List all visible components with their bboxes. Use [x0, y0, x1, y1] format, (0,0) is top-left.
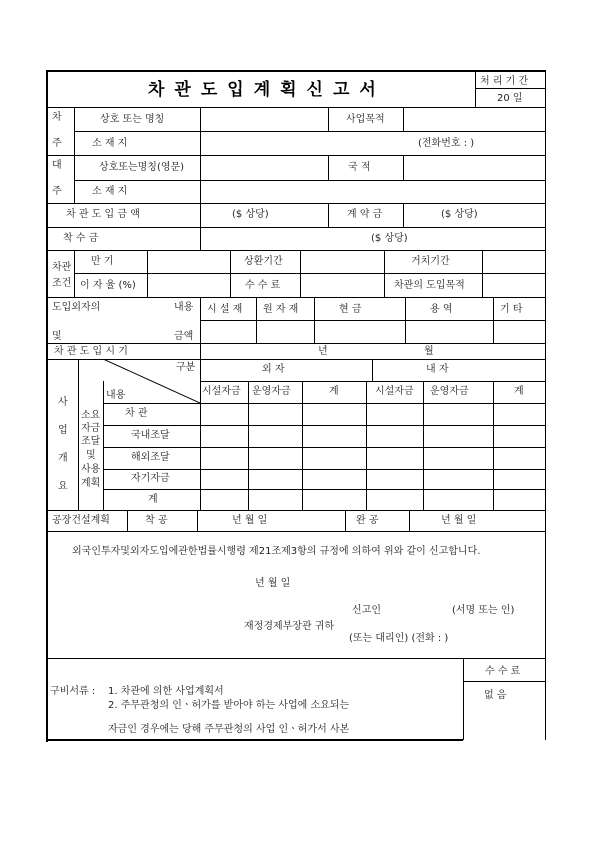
construction-start-date[interactable]: 년 월 일 — [232, 515, 268, 526]
plan-col-domestic-total: 계 — [514, 386, 524, 397]
construction-end-label: 완 공 — [356, 515, 379, 526]
lender-address-label: 소 재 지 — [92, 186, 128, 197]
breakdown-col-other: 기 타 — [500, 304, 523, 315]
repayment-period-label: 상환기간 — [244, 256, 283, 267]
frame-left — [46, 70, 48, 742]
plan-content-label: 내용 — [106, 390, 126, 401]
loan-timing-year[interactable]: 년 — [318, 346, 328, 357]
terms-side-label-2: 조건 — [52, 278, 72, 289]
borrower-name-label: 상호 또는 명칭 — [100, 114, 165, 125]
plan-col-domestic-operating: 운영자금 — [430, 386, 469, 397]
plan-sub-side-6: 계획 — [81, 478, 101, 489]
construction-start-label: 착 공 — [145, 515, 168, 526]
fee-box-value: 없 음 — [484, 690, 507, 701]
document-item-2: 2. 주무관청의 인ㆍ허가를 받아야 하는 사업에 소요되는 — [108, 700, 350, 711]
maturity-field[interactable] — [148, 251, 229, 273]
lender-nationality-field[interactable] — [404, 156, 544, 180]
business-purpose-label: 사업목적 — [346, 114, 385, 125]
plan-row-total: 계 — [148, 494, 158, 505]
maturity-label: 만 기 — [91, 256, 114, 267]
borrower-side-char-1: 차 — [52, 112, 62, 123]
signature-label[interactable]: (서명 또는 인) — [452, 605, 515, 616]
processing-period-value: 20 일 — [497, 93, 523, 104]
loan-purpose-field[interactable] — [483, 274, 544, 297]
grace-period-field[interactable] — [483, 251, 544, 273]
down-payment-value[interactable]: ($ 상당) — [371, 233, 408, 244]
loan-timing-label: 차 관 도 입 시 기 — [54, 346, 128, 357]
frame-top — [46, 70, 546, 72]
lender-name-field[interactable] — [201, 156, 327, 180]
plan-row-domestic-funding: 국내조달 — [131, 430, 170, 441]
plan-category-label: 구분 — [176, 362, 196, 373]
lender-side-char-1: 대 — [52, 160, 62, 171]
business-purpose-field[interactable] — [404, 108, 544, 131]
borrower-name-field[interactable] — [201, 108, 327, 131]
processing-period-label: 처 리 기 간 — [480, 76, 529, 87]
recipient-label: 재정경제부장관 귀하 — [244, 621, 335, 632]
document-item-2-cont: 자금인 경우에는 당해 주무관청의 사업 인ㆍ허가서 사본 — [108, 724, 350, 735]
terms-side-label-1: 차관 — [52, 262, 72, 273]
plan-foreign-label: 외 자 — [262, 364, 285, 375]
borrower-side-char-2: 주 — [52, 138, 62, 149]
grace-period-label: 거치기간 — [411, 256, 450, 267]
plan-domestic-label: 내 자 — [426, 364, 449, 375]
breakdown-col-material: 원 자 재 — [263, 304, 299, 315]
representative-label: (또는 대리인) (전화 : ) — [349, 633, 449, 644]
down-payment-label: 착 수 금 — [63, 233, 99, 244]
plan-col-domestic-facility: 시설자금 — [375, 386, 414, 397]
borrower-address-label: 소 재 지 — [92, 138, 128, 149]
plan-sub-side-4: 및 — [86, 450, 96, 461]
plan-sub-side-1: 소요 — [81, 410, 101, 421]
construction-plan-label: 공장건설계획 — [52, 515, 110, 526]
breakdown-col-service: 용 역 — [430, 304, 453, 315]
lender-name-en-label: 상호또는명칭(영문) — [99, 162, 185, 173]
interest-rate-field[interactable] — [148, 274, 229, 297]
plan-row-overseas-funding: 해외조달 — [131, 452, 170, 463]
fee-field[interactable] — [301, 274, 383, 297]
lender-address-field[interactable] — [201, 181, 544, 203]
repayment-period-field[interactable] — [301, 251, 383, 273]
breakdown-label-2: 및 — [52, 331, 62, 342]
plan-side-char-4: 요 — [58, 481, 68, 492]
fee-box-label: 수 수 료 — [485, 666, 521, 677]
plan-col-foreign-total: 계 — [329, 386, 339, 397]
plan-sub-side-5: 사용 — [81, 464, 101, 475]
breakdown-amount-label: 금액 — [174, 331, 194, 342]
frame-right — [545, 70, 546, 740]
borrower-phone-label: (전화번호 : ) — [418, 138, 475, 149]
document-item-1: 1. 차관에 의한 사업계획서 — [108, 686, 224, 697]
plan-sub-side-3: 조달 — [81, 436, 101, 447]
plan-side-char-2: 업 — [58, 425, 68, 436]
lender-side-char-2: 주 — [52, 186, 62, 197]
loan-amount-value[interactable]: ($ 상당) — [232, 209, 269, 220]
documents-label: 구비서류 : — [50, 686, 96, 697]
plan-row-own-funds: 자기자금 — [131, 473, 170, 484]
plan-sub-side-2: 자금 — [81, 423, 101, 434]
frame-bottom — [46, 739, 463, 741]
borrower-address-field[interactable] — [201, 132, 401, 155]
loan-purpose-label: 차관의 도입목적 — [394, 280, 465, 291]
plan-col-foreign-facility: 시설자금 — [202, 386, 241, 397]
loan-amount-label: 차 관 도 입 금 액 — [66, 209, 140, 220]
form-title: 차관도입계획신고서 — [148, 80, 386, 100]
lender-nationality-label: 국 적 — [348, 162, 371, 173]
fee-label: 수 수 료 — [245, 280, 281, 291]
breakdown-content-label: 내용 — [174, 302, 194, 313]
interest-rate-label: 이 자 율 (%) — [80, 280, 136, 291]
loan-timing-month[interactable]: 월 — [424, 346, 434, 357]
declarant-label: 신고인 — [352, 605, 381, 616]
contract-amount-value[interactable]: ($ 상당) — [441, 209, 478, 220]
plan-side-char-3: 개 — [58, 453, 68, 464]
plan-row-loan: 차 관 — [125, 408, 148, 419]
breakdown-col-cash: 현 금 — [339, 304, 362, 315]
declaration-date[interactable]: 년 월 일 — [255, 578, 291, 589]
breakdown-col-facility: 시 설 재 — [207, 304, 243, 315]
contract-amount-label: 계 약 금 — [347, 209, 383, 220]
declaration-statement: 외국인투자및외자도입에관한법률시행령 제21조제3항의 규정에 의하여 위와 같이 신고합니다. — [72, 546, 481, 557]
plan-side-char-1: 사 — [58, 397, 68, 408]
construction-end-date[interactable]: 년 월 일 — [441, 515, 477, 526]
plan-col-foreign-operating: 운영자금 — [252, 386, 291, 397]
breakdown-label-1: 도입외자의 — [52, 302, 101, 313]
